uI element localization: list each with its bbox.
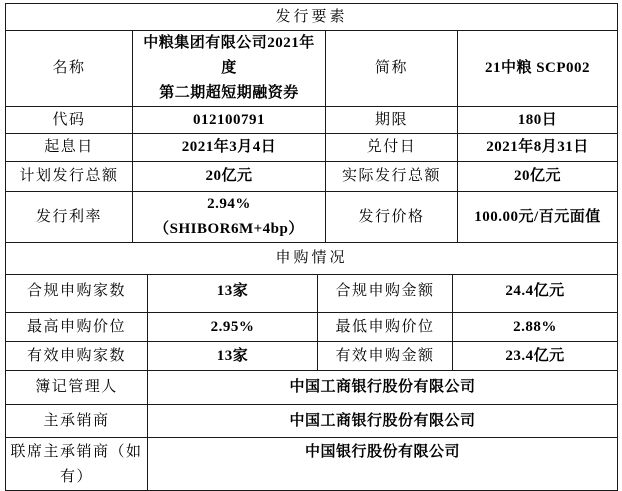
field-label-valid-bidders: 有效申购家数	[6, 342, 148, 371]
field-label-term: 期限	[326, 107, 458, 134]
table-title: 发行要素	[6, 4, 618, 31]
table-row	[6, 4, 618, 31]
field-label-lowest-bid: 最低申购价位	[318, 313, 453, 342]
field-value-lead-underwriter: 中国工商银行股份有限公司	[148, 405, 618, 438]
field-label-name: 名称	[6, 31, 133, 107]
field-value-issue-price: 100.00元/百元面值	[458, 192, 618, 243]
field-label-actual-amount: 实际发行总额	[326, 162, 458, 192]
field-label-valid-amount: 有效申购金额	[318, 342, 453, 371]
field-value-name	[133, 31, 326, 107]
table-row	[6, 243, 618, 275]
field-label-planned-amount: 计划发行总额	[6, 162, 133, 192]
field-value-maturity-date: 2021年8月31日	[458, 134, 618, 162]
value-line: 第二期超短期融资券	[159, 85, 299, 101]
field-label-code: 代码	[6, 107, 133, 134]
field-label-compliant-bidders: 合规申购家数	[6, 275, 148, 313]
value-line: 中粮集团有限公司2021年度	[143, 35, 315, 76]
table-row	[6, 371, 618, 405]
table-row	[6, 134, 618, 162]
field-value-compliant-amount: 24.4亿元	[453, 275, 618, 313]
field-label-short-name: 简称	[326, 31, 458, 107]
field-label-joint-lead-underwriter: 联席主承销商（如有）	[6, 438, 148, 491]
table-row	[6, 275, 618, 313]
field-label-compliant-amount: 合规申购金额	[318, 275, 453, 313]
table-row	[6, 405, 618, 438]
underwriters-table	[5, 370, 618, 491]
field-label-maturity-date: 兑付日	[326, 134, 458, 162]
field-value-lowest-bid: 2.88%	[453, 313, 618, 342]
issuance-table	[5, 3, 618, 243]
subscription-table	[5, 242, 618, 371]
field-label-bookrunner: 簿记管理人	[6, 371, 148, 405]
field-value-planned-amount: 20亿元	[133, 162, 326, 192]
field-value-compliant-bidders: 13家	[148, 275, 318, 313]
field-label-coupon-rate: 发行利率	[6, 192, 133, 243]
field-value-coupon-rate	[133, 192, 326, 243]
field-label-highest-bid: 最高申购价位	[6, 313, 148, 342]
field-value-valid-amount: 23.4亿元	[453, 342, 618, 371]
table-row	[6, 313, 618, 342]
field-value-actual-amount: 20亿元	[458, 162, 618, 192]
subscription-title: 申购情况	[6, 243, 618, 275]
field-value-highest-bid: 2.95%	[148, 313, 318, 342]
field-value-joint-lead-underwriter: 中国银行股份有限公司	[148, 438, 618, 491]
value-line: （SHIBOR6M+4bp）	[154, 221, 304, 237]
table-row	[6, 192, 618, 243]
field-label-lead-underwriter: 主承销商	[6, 405, 148, 438]
field-label-value-date: 起息日	[6, 134, 133, 162]
table-row	[6, 107, 618, 134]
field-value-code: 012100791	[133, 107, 326, 134]
table-row	[6, 438, 618, 491]
field-value-value-date: 2021年3月4日	[133, 134, 326, 162]
table-row	[6, 342, 618, 371]
field-value-term: 180日	[458, 107, 618, 134]
value-line: 2.94%	[207, 196, 251, 212]
field-value-valid-bidders: 13家	[148, 342, 318, 371]
field-value-short-name: 21中粮 SCP002	[458, 31, 618, 107]
table-row	[6, 31, 618, 107]
table-row	[6, 162, 618, 192]
field-label-issue-price: 发行价格	[326, 192, 458, 243]
field-value-bookrunner: 中国工商银行股份有限公司	[148, 371, 618, 405]
